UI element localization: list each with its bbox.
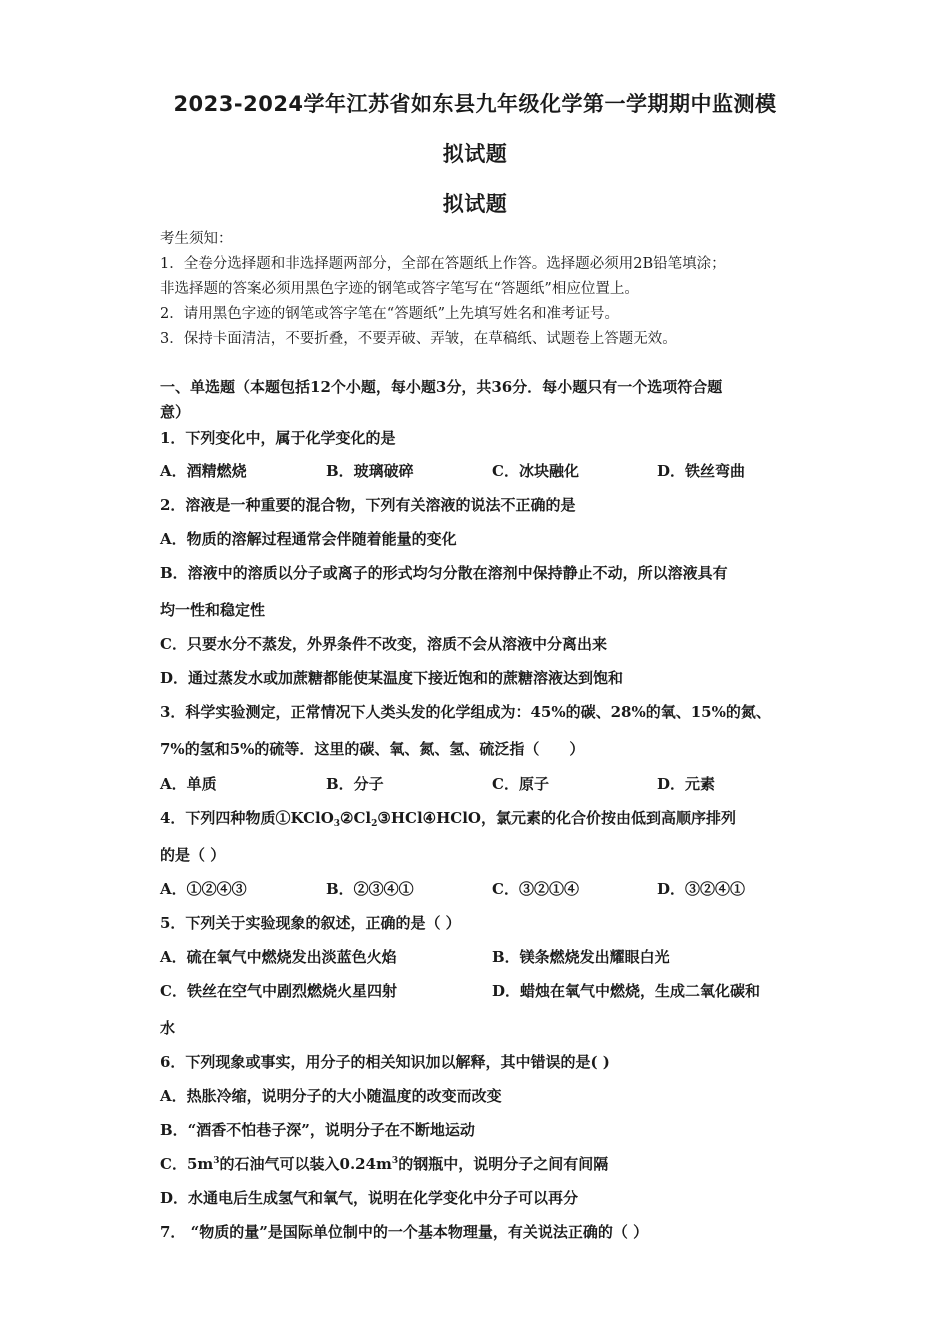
question-5-stem: 5．下列关于实验现象的叙述，正确的是（ ） <box>160 914 461 932</box>
q2-option-a: A．物质的溶解过程通常会伴随着能量的变化 <box>160 530 457 548</box>
q1-option-d: D．铁丝弯曲 <box>657 462 746 480</box>
notice-item: 3．保持卡面清洁，不要折叠，不要弄破、弄皱，在草稿纸、试题卷上答题无效。 <box>160 331 677 347</box>
q4-option-a: A．①②④③ <box>160 880 247 898</box>
question-3-stem: 3．科学实验测定，正常情况下人类头发的化学组成为：45%的碳、28%的氧、15%的氮、 <box>160 703 771 721</box>
q6-superscript: 3 <box>391 1156 399 1166</box>
question-4-stem <box>160 807 736 829</box>
q3-option-a: A．单质 <box>160 775 217 793</box>
q4-subscript: 2 <box>371 819 378 829</box>
question-7-stem: 7． “物质的量”是国际单位制中的一个基本物理量，有关说法正确的（ ） <box>160 1223 649 1241</box>
q3-option-b: B．分子 <box>326 775 384 793</box>
question-1-stem: 1．下列变化中，属于化学变化的是 <box>160 429 396 447</box>
section-heading-cont: 意） <box>160 403 191 421</box>
q6-c-part: 的钢瓶中，说明分子之间有间隔 <box>398 1155 609 1173</box>
q4-option-d: D．③②④① <box>657 880 746 898</box>
question-6-stem: 6．下列现象或事实，用分子的相关知识加以解释，其中错误的是( ) <box>160 1053 610 1071</box>
q2-option-d: D．通过蒸发水或加蔗糖都能使某温度下接近饱和的蔗糖溶液达到饱和 <box>160 669 624 687</box>
q2-option-c: C．只要水分不蒸发，外界条件不改变，溶质不会从溶液中分离出来 <box>160 635 607 653</box>
notice-item: 2．请用黑色字迹的钢笔或答字笔在“答题纸”上先填写姓名和准考证号。 <box>160 306 620 322</box>
exam-title-line3: 拟试题 <box>442 192 508 216</box>
q3-option-c: C．原子 <box>492 775 549 793</box>
q6-c-part: C．5m <box>160 1155 214 1173</box>
question-3-stem-cont: 7%的氢和5%的硫等．这里的碳、氧、氮、氢、硫泛指（ ） <box>160 740 585 758</box>
q4-subscript: 3 <box>333 819 341 829</box>
notice-item: 1．全卷分选择题和非选择题两部分，全部在答题纸上作答。选择题必须用2B铅笔填涂； <box>160 256 726 272</box>
question-4-stem-cont: 的是（ ） <box>160 846 226 864</box>
question-2-stem: 2．溶液是一种重要的混合物，下列有关溶液的说法不正确的是 <box>160 496 576 514</box>
q5-option-a: A．硫在氧气中燃烧发出淡蓝色火焰 <box>160 948 397 966</box>
q2-option-b: B．溶液中的溶质以分子或离子的形式均匀分散在溶剂中保持静止不动，所以溶液具有 <box>160 564 728 582</box>
q5-option-b: B．镁条燃烧发出耀眼白光 <box>492 948 670 966</box>
q4-stem-part: 4．下列四种物质①KClO <box>160 809 334 827</box>
q3-option-d: D．元素 <box>657 775 716 793</box>
exam-title-line1: 2023-2024学年江苏省如东县九年级化学第一学期期中监测模 <box>173 92 777 116</box>
q6-option-d: D．水通电后生成氢气和氧气，说明在化学变化中分子可以再分 <box>160 1189 579 1207</box>
q4-stem-part: ③HCl④HClO，氯元素的化合价按由低到高顺序排列 <box>377 809 736 827</box>
q6-option-b: B．“酒香不怕巷子深”，说明分子在不断地运动 <box>160 1121 475 1139</box>
q5-option-d-cont: 水 <box>160 1019 176 1037</box>
q2-option-b-cont: 均一性和稳定性 <box>160 601 266 619</box>
notice-heading: 考生须知： <box>160 231 233 247</box>
q6-option-c <box>160 1153 608 1174</box>
q4-option-c: C．③②①④ <box>492 880 579 898</box>
notice-item: 非选择题的答案必须用黑色字迹的钢笔或答字笔写在“答题纸”相应位置上。 <box>160 281 639 297</box>
q5-option-c: C．铁丝在空气中剧烈燃烧火星四射 <box>160 982 397 1000</box>
q6-superscript: 3 <box>213 1156 220 1166</box>
section-heading: 一、单选题（本题包括12个小题，每小题3分，共36分．每小题只有一个选项符合题 <box>160 378 723 396</box>
exam-title-line2: 拟试题 <box>442 142 508 166</box>
q6-option-a: A．热胀冷缩，说明分子的大小随温度的改变而改变 <box>160 1087 502 1105</box>
q5-option-d: D．蜡烛在氧气中燃烧，生成二氧化碳和 <box>492 982 761 1000</box>
q4-option-b: B．②③④① <box>326 880 414 898</box>
q1-option-b: B．玻璃破碎 <box>326 462 414 480</box>
q6-c-part: 的石油气可以装入0.24m <box>219 1155 392 1173</box>
q1-option-c: C．冰块融化 <box>492 462 579 480</box>
q4-stem-part: ②Cl <box>340 809 372 827</box>
q1-option-a: A．酒精燃烧 <box>160 462 247 480</box>
